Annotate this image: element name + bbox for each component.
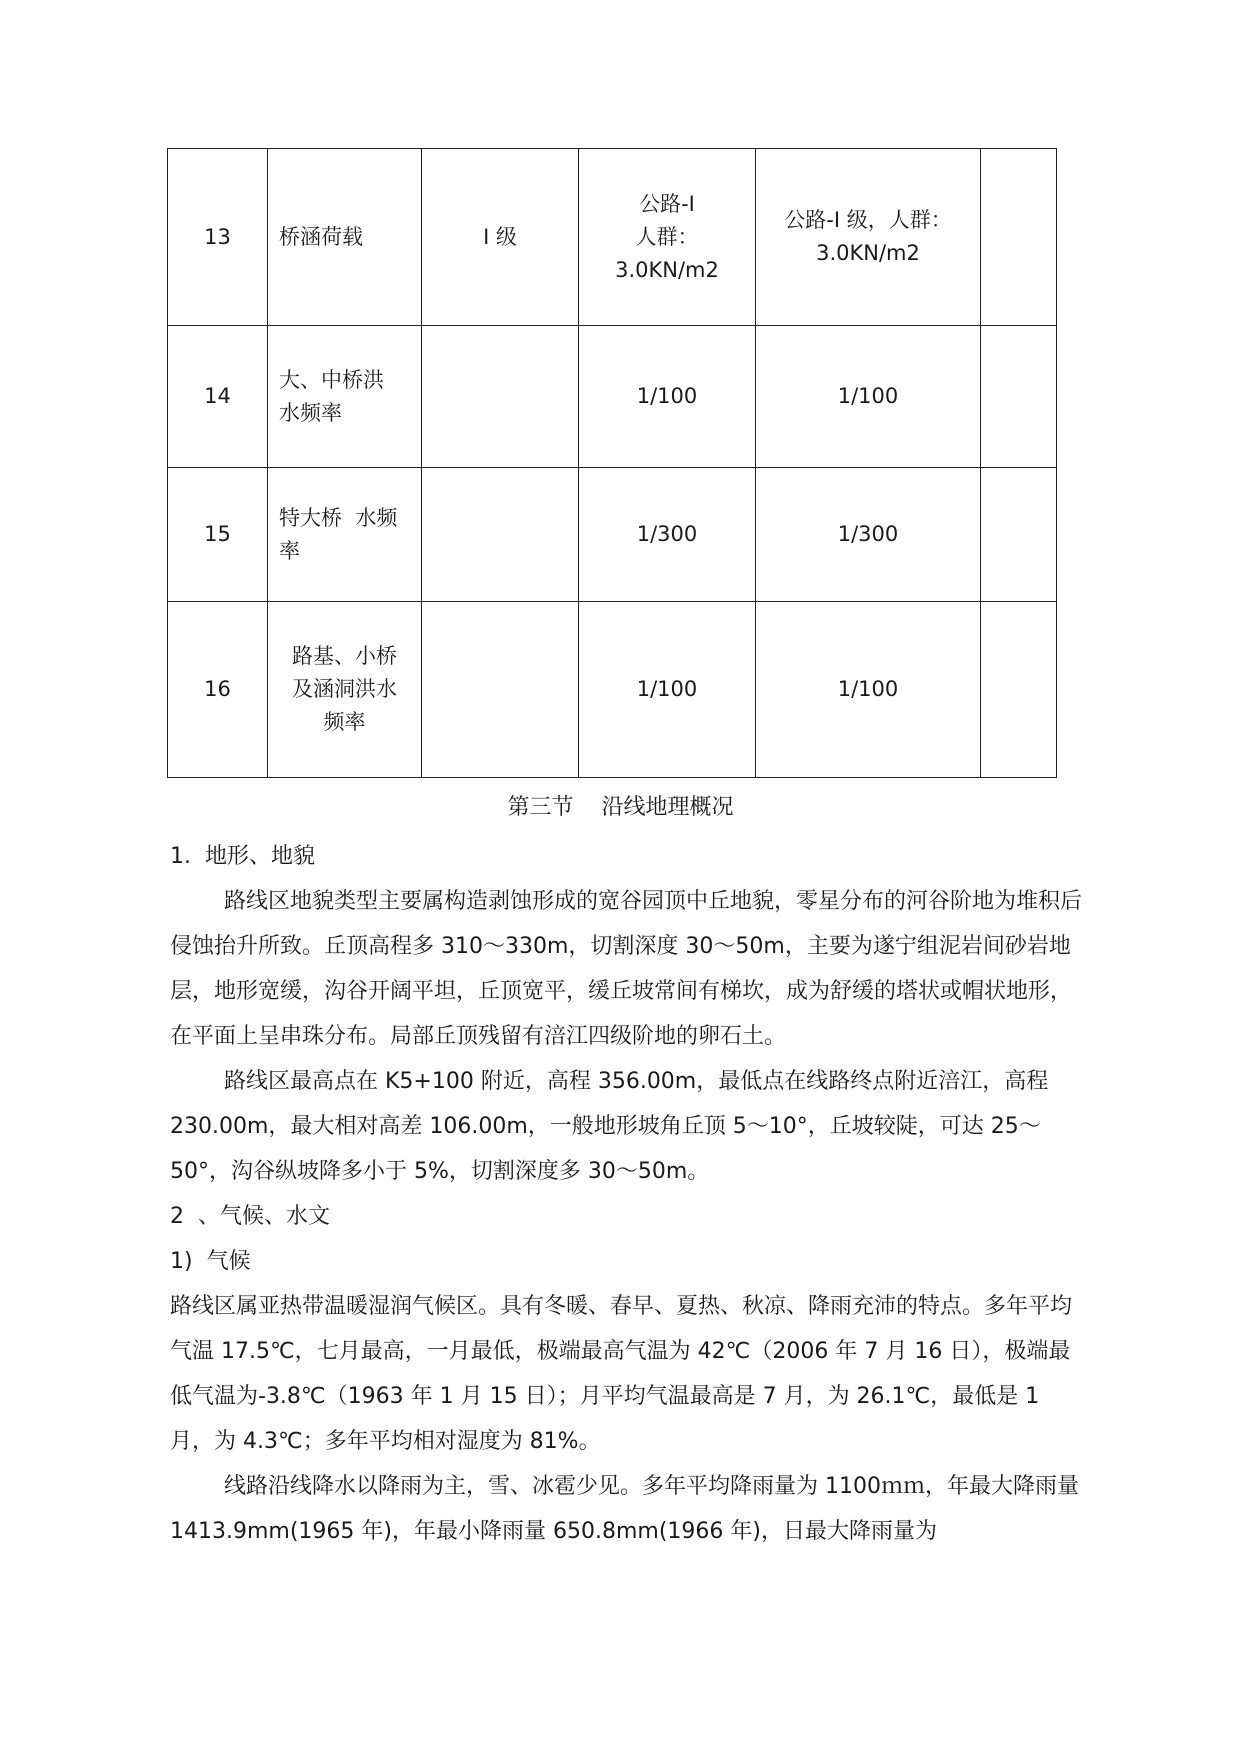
adopted-cell: 1/100 — [756, 602, 981, 778]
row-number: 15 — [168, 468, 268, 602]
section-title: 第三节 沿线地理概况 — [507, 795, 734, 820]
adopted-cell: 公路-I 级，人群： 3.0KN/m2 — [756, 149, 981, 326]
document-body — [170, 834, 1088, 1554]
row-number: 13 — [168, 149, 268, 326]
remark-cell — [981, 326, 1057, 468]
paragraph: 路线区属亚热带温暖湿润气候区。具有冬暖、春早、夏热、秋凉、降雨充沛的特点。多年平均气温 17.5℃，七月最高，一月最低，极端最高气温为 42℃（2006 年 7 月 16 日），极端最低气温为-3.8℃（1963 年 1 月 15 日）；月平均气温最高是 7 月，为 26.1℃，最低是 1 月，为 4.3℃；多年平均相对湿度为 81%。 — [170, 1294, 1073, 1454]
paragraph: 路线区地貌类型主要属构造剥蚀形成的宽谷园顶中丘地貌，零星分布的河谷阶地为堆积后侵蚀抬升所致。丘顶高程多 310～330m，切割深度 30～50m，主要为遂宁组泥岩间砂岩地层，地形宽缓，沟谷开阔平坦，丘顶宽平，缓丘坡常间有梯坎，成为舒缓的塔状或帽状地形，在平面上呈串珠分布。局部丘顶残留有涪江四级阶地的卵石土。 — [170, 889, 1083, 1049]
table-row — [168, 468, 1057, 602]
adopted-cell: 1/300 — [756, 468, 981, 602]
item-name: 大、中桥洪 水频率 — [268, 326, 422, 468]
item-name: 桥涵荷载 — [268, 149, 422, 326]
adopted-cell: 1/100 — [756, 326, 981, 468]
standard-cell: 1/100 — [579, 326, 756, 468]
row-number: 14 — [168, 326, 268, 468]
grade-cell — [422, 326, 579, 468]
heading-climate-hydrology: 2 、气候、水文 — [170, 1204, 330, 1229]
table-row — [168, 326, 1057, 468]
item-name: 特大桥 水频 率 — [268, 468, 422, 602]
table-row — [168, 149, 1057, 326]
table-row — [168, 602, 1057, 778]
paragraph: 路线区最高点在 K5+100 附近，高程 356.00m，最低点在线路终点附近涪江，高程 230.00m，最大相对高差 106.00m，一般地形坡角丘顶 5～10°，丘坡较陡，可达 25～50°，沟谷纵坡降多小于 5%，切割深度多 30～50m。 — [170, 1069, 1049, 1184]
spec-table — [167, 148, 1057, 778]
paragraph: 线路沿线降水以降雨为主，雪、冰雹少见。多年平均降雨量为 1100ｍｍ，年最大降雨量 1413.9mm(1965 年)，年最小降雨量 650.8mm(1966 年)，日最大降雨量为 — [170, 1474, 1079, 1544]
grade-cell — [422, 468, 579, 602]
standard-cell: 公路-I 人群： 3.0KN/m2 — [579, 149, 756, 326]
item-name: 路基、小桥 及涵洞洪水 频率 — [268, 602, 422, 778]
standard-cell: 1/100 — [579, 602, 756, 778]
heading-climate: 1) 气候 — [170, 1249, 251, 1274]
grade-cell — [422, 602, 579, 778]
grade-cell: I 级 — [422, 149, 579, 326]
remark-cell — [981, 602, 1057, 778]
heading-terrain: 1. 地形、地貌 — [170, 844, 315, 869]
standard-cell: 1/300 — [579, 468, 756, 602]
row-number: 16 — [168, 602, 268, 778]
remark-cell — [981, 468, 1057, 602]
remark-cell — [981, 149, 1057, 326]
